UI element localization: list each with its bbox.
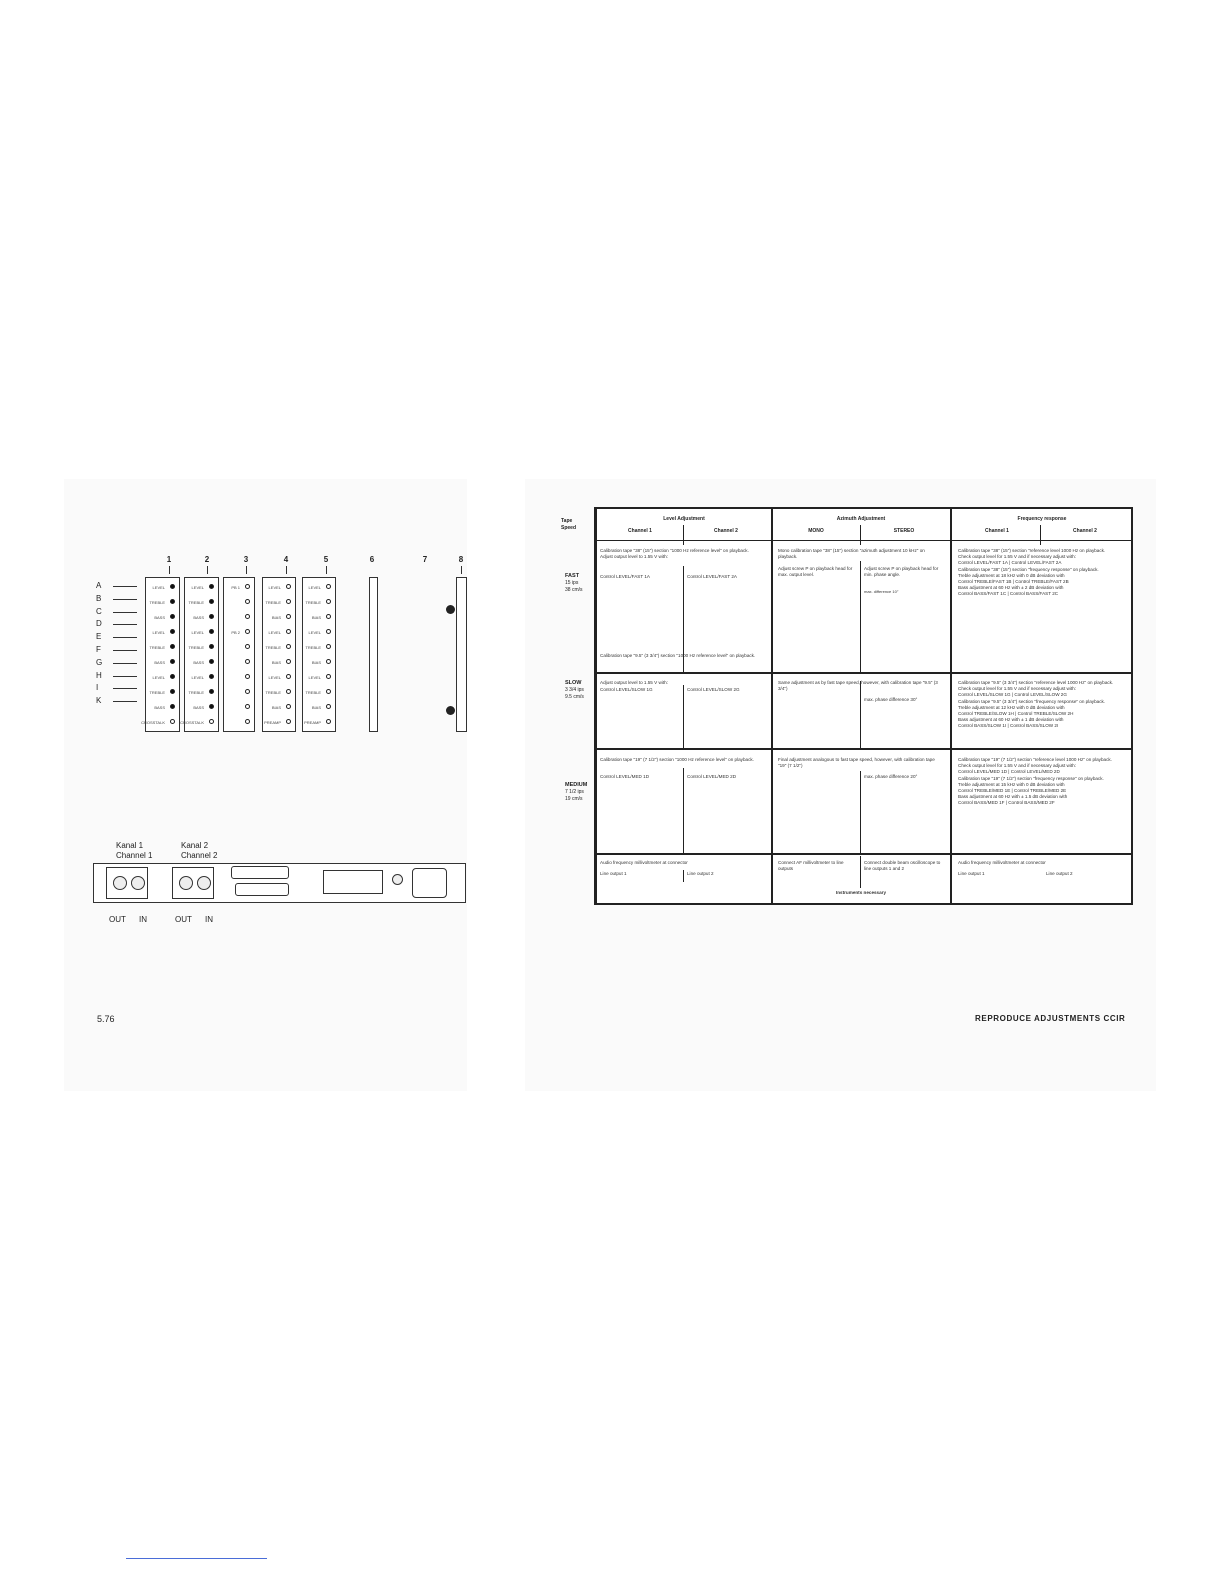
- trimmer-icon: [245, 584, 250, 589]
- module-control: [185, 612, 218, 622]
- module-6-blank: [369, 577, 378, 732]
- row-leader-line: [113, 624, 137, 625]
- module-control: [303, 597, 335, 607]
- sub-divider: [860, 525, 861, 545]
- instruments-frequency-ch1: Line output 1: [958, 871, 985, 876]
- module-control: [224, 642, 254, 652]
- sub-divider: [1040, 525, 1041, 545]
- screw-icon: [446, 605, 455, 614]
- trimmer-icon: [170, 704, 175, 709]
- column-tick: [286, 566, 287, 574]
- module-control-label: TREBLE: [188, 690, 204, 695]
- column-tick: [326, 566, 327, 574]
- module-control-label: CROSSTALK: [180, 720, 204, 725]
- slow-level-text-2: Adjust output level to 1.55 V with:: [600, 680, 668, 685]
- module-control: [303, 627, 335, 637]
- module-8-side: [456, 577, 467, 732]
- trimmer-icon: [209, 704, 214, 709]
- trimmer-icon: [326, 614, 331, 619]
- sub-divider: [683, 525, 684, 545]
- module-control-label: LEVEL: [268, 585, 281, 590]
- column-number: 4: [283, 555, 289, 564]
- page-footer-title: REPRODUCE ADJUSTMENTS CCIR: [975, 1014, 1126, 1023]
- module-1: [141, 577, 180, 732]
- trimmer-icon: [209, 644, 214, 649]
- module-control: [224, 702, 254, 712]
- column-tick: [246, 566, 247, 574]
- row-letter: G: [96, 657, 103, 667]
- speed-slow: SLOW 3 3/4 ips 9.5 cm/s: [565, 680, 584, 700]
- trimmer-icon: [170, 644, 175, 649]
- trimmer-icon: [326, 629, 331, 634]
- module-control-label: TREBLE: [149, 600, 165, 605]
- instruments-level-text: Audio frequency millivoltmeter at connector: [600, 860, 688, 865]
- trimmer-icon: [326, 674, 331, 679]
- module-2: [180, 577, 219, 732]
- trimmer-icon: [209, 614, 214, 619]
- row-letter: A: [96, 581, 102, 590]
- module-control-label: BIAS: [311, 660, 321, 665]
- fast-level-ch1: Control LEVEL/FAST 1A: [600, 574, 650, 579]
- module-control: [146, 687, 179, 697]
- module-control-label: LEVEL: [191, 675, 204, 680]
- sub-divider: [860, 856, 861, 888]
- module-control-label: LEVEL: [308, 675, 321, 680]
- module-control: [303, 687, 335, 697]
- module-control: [303, 702, 335, 712]
- rear-label-kanal1: Kanal 1 Channel 1: [116, 841, 153, 860]
- module-control: [263, 702, 295, 712]
- module-control-label: BASS: [193, 615, 204, 620]
- module-control: [224, 582, 254, 592]
- module-control-label: LEVEL: [152, 585, 165, 590]
- slow-azimuth-diff: max. phase difference 30°: [864, 697, 918, 702]
- instruments-necessary-label: Instruments necessary: [835, 890, 887, 895]
- trimmer-icon: [245, 599, 250, 604]
- medium-azimuth-diff: max. phase difference 20°: [864, 774, 918, 779]
- column-tick: [169, 566, 170, 574]
- module-control-label: TREBLE: [265, 645, 281, 650]
- module-control-label: PREAMP: [304, 720, 321, 725]
- row-leader-line: [113, 701, 137, 702]
- module-control: [263, 612, 295, 622]
- module-control-label: PB 1: [231, 585, 240, 590]
- module-control: [185, 627, 218, 637]
- module-control-label: TREBLE: [265, 690, 281, 695]
- module-control: [263, 657, 295, 667]
- sub-divider: [860, 561, 861, 672]
- trimmer-icon: [286, 644, 291, 649]
- instruments-frequency-text: Audio frequency millivoltmeter at connector: [958, 860, 1046, 865]
- module-control: [185, 672, 218, 682]
- module-control-label: LEVEL: [308, 630, 321, 635]
- trimmer-icon: [209, 584, 214, 589]
- column-number: 7: [422, 555, 428, 564]
- module-control-label: LEVEL: [191, 585, 204, 590]
- module-control: [263, 582, 295, 592]
- row-letter: D: [96, 619, 102, 629]
- medium-azimuth-text: Final adjustment analogous to fast tape speed, however, with calibration tape "19" (7 1/2"): [778, 757, 935, 769]
- trimmer-icon: [209, 659, 214, 664]
- sub-d-connector-bottom-icon: [235, 883, 289, 896]
- screw-icon: [446, 706, 455, 715]
- trimmer-icon: [326, 599, 331, 604]
- module-control: [303, 612, 335, 622]
- module-control-label: BIAS: [311, 615, 321, 620]
- xlr-in1-icon: [131, 876, 145, 890]
- module-control: [146, 642, 179, 652]
- module-control-label: BIAS: [271, 705, 281, 710]
- module-control: [303, 642, 335, 652]
- module-control-label: TREBLE: [188, 645, 204, 650]
- instruments-level-ch2: Line output 2: [687, 871, 714, 876]
- trimmer-icon: [209, 599, 214, 604]
- module-control-label: BIAS: [271, 615, 281, 620]
- slow-azimuth-text-2: Same adjustment as by fast tape speed, however, with calibration tape "9.5" (3 3/4"): [778, 680, 938, 692]
- power-inlet-icon: [412, 868, 447, 898]
- module-control: [224, 612, 254, 622]
- fast-frequency-text: Calibration tape "38" (15") section "reference level 1000 Hz on playback. Check output level for 1.55 V and if necessary adjust with: Control LEVEL/FAST 1A | Control LEVEL/FAST 2A Calibration tape "38" (15") section "frequency response" on playback. Treble adjustment at 18 kHz with 0 dB deviation with Control TREBLE/FAST 1B | Control TREBLE/FAST 2B Bass adjustment at 60 Hz with ± 2 dB deviation with Control BASS/FAST 1C | Control BASS/FAST 2C: [958, 548, 1106, 597]
- module-control: [180, 717, 218, 727]
- module-control-label: TREBLE: [149, 645, 165, 650]
- trimmer-icon: [245, 704, 250, 709]
- sub-d-connector-top-icon: [231, 866, 289, 879]
- col-divider: [771, 508, 773, 904]
- row-leader-line: [113, 612, 137, 613]
- header-level-adjustment: Level Adjustment: [663, 516, 705, 522]
- header-channel1: Channel 1: [628, 528, 652, 534]
- xlr-in2-icon: [197, 876, 211, 890]
- row-letter: K: [96, 696, 102, 706]
- row-leader-line: [113, 650, 137, 651]
- module-control: [263, 627, 295, 637]
- module-control-label: BASS: [154, 615, 165, 620]
- module-control: [185, 702, 218, 712]
- row-letter: F: [96, 645, 101, 654]
- trimmer-icon: [326, 689, 331, 694]
- fast-azimuth-diff: max. difference 10°: [864, 589, 899, 594]
- trimmer-icon: [209, 629, 214, 634]
- instruments-azimuth-stereo: Connect double beam oscilloscope to line outputs 1 and 2: [864, 860, 941, 872]
- trimmer-icon: [170, 629, 175, 634]
- ground-terminal-icon: [392, 874, 403, 885]
- module-control-label: BIAS: [271, 660, 281, 665]
- row-leader-line: [113, 663, 137, 664]
- module-control: [146, 627, 179, 637]
- column-number: 3: [243, 555, 249, 564]
- module-control-label: BASS: [154, 660, 165, 665]
- slow-level-ch2: Control LEVEL/SLOW 2G: [687, 687, 740, 692]
- row-leader-line: [113, 637, 137, 638]
- row-letter: H: [96, 670, 102, 680]
- trimmer-icon: [326, 644, 331, 649]
- row-letter: B: [96, 593, 102, 603]
- trimmer-icon: [170, 584, 175, 589]
- row-letter: I: [96, 683, 99, 693]
- speed-fast: FAST 15 ips 38 cm/s: [565, 573, 583, 593]
- cover-plate: [323, 870, 383, 894]
- module-control-label: BASS: [193, 660, 204, 665]
- trimmer-icon: [326, 584, 331, 589]
- module-control: [224, 627, 254, 637]
- fast-azimuth-text: Mono calibration tape "38" (15") section "azimuth adjustment 10 kHz" on playback.: [778, 548, 925, 560]
- page-number: 5.76: [97, 1014, 115, 1024]
- instruments-frequency-ch2: Line output 2: [1046, 871, 1073, 876]
- column-number: 6: [369, 555, 375, 564]
- sub-divider: [683, 685, 684, 748]
- module-control: [185, 642, 218, 652]
- xlr-out1-icon: [113, 876, 127, 890]
- trimmer-icon: [326, 719, 331, 724]
- slow-level-top: Calibration tape "9.5" (3 3/4") section "1000 Hz reference level" on playback.: [600, 653, 756, 658]
- speed-medium: MEDIUM 7 1/2 ips 19 cm/s: [565, 782, 588, 802]
- module-control: [185, 582, 218, 592]
- module-control: [263, 717, 295, 727]
- module-control: [146, 597, 179, 607]
- module-control-label: PB 2: [231, 630, 240, 635]
- sub-divider: [683, 870, 684, 882]
- module-control: [224, 672, 254, 682]
- module-control-label: LEVEL: [268, 630, 281, 635]
- row-divider: [594, 748, 1133, 750]
- module-control-label: BASS: [154, 705, 165, 710]
- trimmer-icon: [326, 704, 331, 709]
- module-control: [185, 597, 218, 607]
- module-control: [263, 672, 295, 682]
- col-divider: [950, 508, 952, 904]
- fast-azimuth-mono: Adjust screw P on playback head for max. output level.: [778, 566, 853, 578]
- module-4: [262, 577, 296, 732]
- trimmer-icon: [170, 599, 175, 604]
- left-page: [64, 479, 467, 1091]
- trimmer-icon: [209, 719, 214, 724]
- module-control: [303, 582, 335, 592]
- header-azimuth-adjustment: Azimuth Adjustment: [836, 516, 886, 522]
- module-control-label: TREBLE: [305, 600, 321, 605]
- module-control: [224, 657, 254, 667]
- header-divider: [594, 540, 1133, 541]
- medium-frequency-text: Calibration tape "19" (7 1/2") section "reference level 1000 Hz" on playback. Check output level for 1.55 V and if necessary adjust with: Control LEVEL/MED 1D | Control LEVEL/MED 2D Calibration tape "19" (7 1/2") section "frequency response" on playback. Treble adjustment at 15 kHz with 0 dB deviation with Control TREBLE/MED 1E | Control TREBLE/MED 2E Bass adjustment at 60 Hz with ± 1.5 dB deviation with Control BASS/MED 1F | Control BASS/MED 2F: [958, 757, 1112, 806]
- module-control-label: CROSSTALK: [141, 720, 165, 725]
- row-letter: C: [96, 606, 102, 616]
- header-stereo: STEREO: [893, 528, 915, 534]
- trimmer-icon: [286, 704, 291, 709]
- module-control-label: LEVEL: [191, 630, 204, 635]
- trimmer-icon: [170, 614, 175, 619]
- module-control-label: TREBLE: [149, 690, 165, 695]
- bottom-link-line: [126, 1558, 267, 1559]
- module-control: [185, 657, 218, 667]
- column-number: 5: [323, 555, 329, 564]
- rear-label-out2: OUT: [175, 915, 192, 924]
- trimmer-icon: [286, 629, 291, 634]
- module-control-label: PREAMP: [264, 720, 281, 725]
- trimmer-icon: [286, 719, 291, 724]
- fast-level-text: Calibration tape "38" (15") section "1000 Hz reference level" on playback. Adjust output level to 1.55 V with:: [600, 548, 749, 560]
- column-tick: [207, 566, 208, 574]
- trimmer-icon: [209, 689, 214, 694]
- module-control-label: BASS: [193, 705, 204, 710]
- rear-label-in1: IN: [139, 915, 147, 924]
- trimmer-icon: [245, 614, 250, 619]
- trimmer-icon: [209, 674, 214, 679]
- module-3: [223, 577, 255, 732]
- trimmer-icon: [245, 689, 250, 694]
- module-control: [303, 672, 335, 682]
- trimmer-icon: [286, 689, 291, 694]
- sub-divider: [683, 768, 684, 853]
- column-number: 2: [204, 555, 210, 564]
- module-control-label: LEVEL: [152, 675, 165, 680]
- row-divider: [594, 672, 1133, 674]
- trimmer-icon: [245, 644, 250, 649]
- header-channel2: Channel 2: [714, 528, 738, 534]
- module-control-label: TREBLE: [305, 645, 321, 650]
- trimmer-icon: [245, 659, 250, 664]
- module-control: [224, 597, 254, 607]
- column-number: 1: [166, 555, 172, 564]
- trimmer-icon: [170, 689, 175, 694]
- row-leader-line: [113, 688, 137, 689]
- xlr-out2-icon: [179, 876, 193, 890]
- trimmer-icon: [170, 719, 175, 724]
- fast-azimuth-stereo: Adjust screw P on playback head for min. phase angle.: [864, 566, 939, 578]
- row-letter: E: [96, 632, 102, 642]
- header-channel1: Channel 1: [985, 528, 1009, 534]
- instruments-azimuth-mono: Connect AF millivoltmeter to line outputs: [778, 860, 844, 872]
- medium-level-text: Calibration tape "19" (7 1/2") section "1000 Hz reference level" on playback.: [600, 757, 754, 762]
- module-control: [303, 657, 335, 667]
- module-control: [263, 597, 295, 607]
- header-frequency-response: Frequency response: [1017, 516, 1067, 522]
- header-channel2: Channel 2: [1073, 528, 1097, 534]
- column-number: 8: [458, 555, 464, 564]
- trimmer-icon: [245, 629, 250, 634]
- trimmer-icon: [286, 614, 291, 619]
- trimmer-icon: [245, 674, 250, 679]
- fast-level-ch2: Control LEVEL/FAST 2A: [687, 574, 737, 579]
- module-control: [146, 657, 179, 667]
- row-leader-line: [113, 586, 137, 587]
- trimmer-icon: [286, 659, 291, 664]
- trimmer-icon: [245, 719, 250, 724]
- row-leader-line: [113, 599, 137, 600]
- trimmer-icon: [170, 674, 175, 679]
- module-control: [146, 582, 179, 592]
- medium-level-ch1: Control LEVEL/MED 1D: [600, 774, 650, 779]
- trimmer-icon: [170, 659, 175, 664]
- module-control: [146, 672, 179, 682]
- module-control: [263, 642, 295, 652]
- instruments-level-ch1: Line output 1: [600, 871, 627, 876]
- trimmer-icon: [286, 584, 291, 589]
- module-control: [185, 687, 218, 697]
- module-control-label: LEVEL: [308, 585, 321, 590]
- header-tape-speed-label: Tape Speed: [561, 518, 577, 531]
- module-control-label: BIAS: [311, 705, 321, 710]
- trimmer-icon: [286, 674, 291, 679]
- column-tick: [461, 566, 462, 574]
- slow-level-ch1: Control LEVEL/SLOW 1G: [600, 687, 653, 692]
- slow-frequency-text: Calibration tape "9.5" (3 3/4") section "reference level 1000 Hz" on playback. Check output level for 1.55 V and if necessary adjust with: Control LEVEL/SLOW 1G | Control LEVEL/SLOW 2G Calibration tape "9.5" (3 3/4") section "frequency response" on playback. Treble adjustment at 12 kHz with 0 dB deviation with Control TREBLE/SLOW 1H | Control TREBLE/SLOW 2H Bass adjustment at 60 Hz with ± 1 dB deviation with Control BASS/SLOW 1I | Control BASS/SLOW 2I: [958, 680, 1114, 729]
- rear-label-kanal2: Kanal 2 Channel 2: [181, 841, 218, 860]
- row-leader-line: [113, 676, 137, 677]
- trimmer-icon: [286, 599, 291, 604]
- module-control-label: TREBLE: [265, 600, 281, 605]
- module-5: [302, 577, 336, 732]
- row-divider: [594, 853, 1133, 855]
- module-control-label: TREBLE: [188, 600, 204, 605]
- module-control: [263, 687, 295, 697]
- module-control: [303, 717, 335, 727]
- rear-label-out1: OUT: [109, 915, 126, 924]
- module-control-label: LEVEL: [268, 675, 281, 680]
- trimmer-icon: [326, 659, 331, 664]
- module-control: [141, 717, 179, 727]
- sub-divider: [860, 771, 861, 853]
- module-control-label: LEVEL: [152, 630, 165, 635]
- module-control: [146, 702, 179, 712]
- medium-level-ch2: Control LEVEL/MED 2D: [687, 774, 737, 779]
- module-control-label: TREBLE: [305, 690, 321, 695]
- module-control: [224, 687, 254, 697]
- module-control: [224, 717, 254, 727]
- header-mono: MONO: [808, 528, 824, 534]
- rear-label-in2: IN: [205, 915, 213, 924]
- module-control: [146, 612, 179, 622]
